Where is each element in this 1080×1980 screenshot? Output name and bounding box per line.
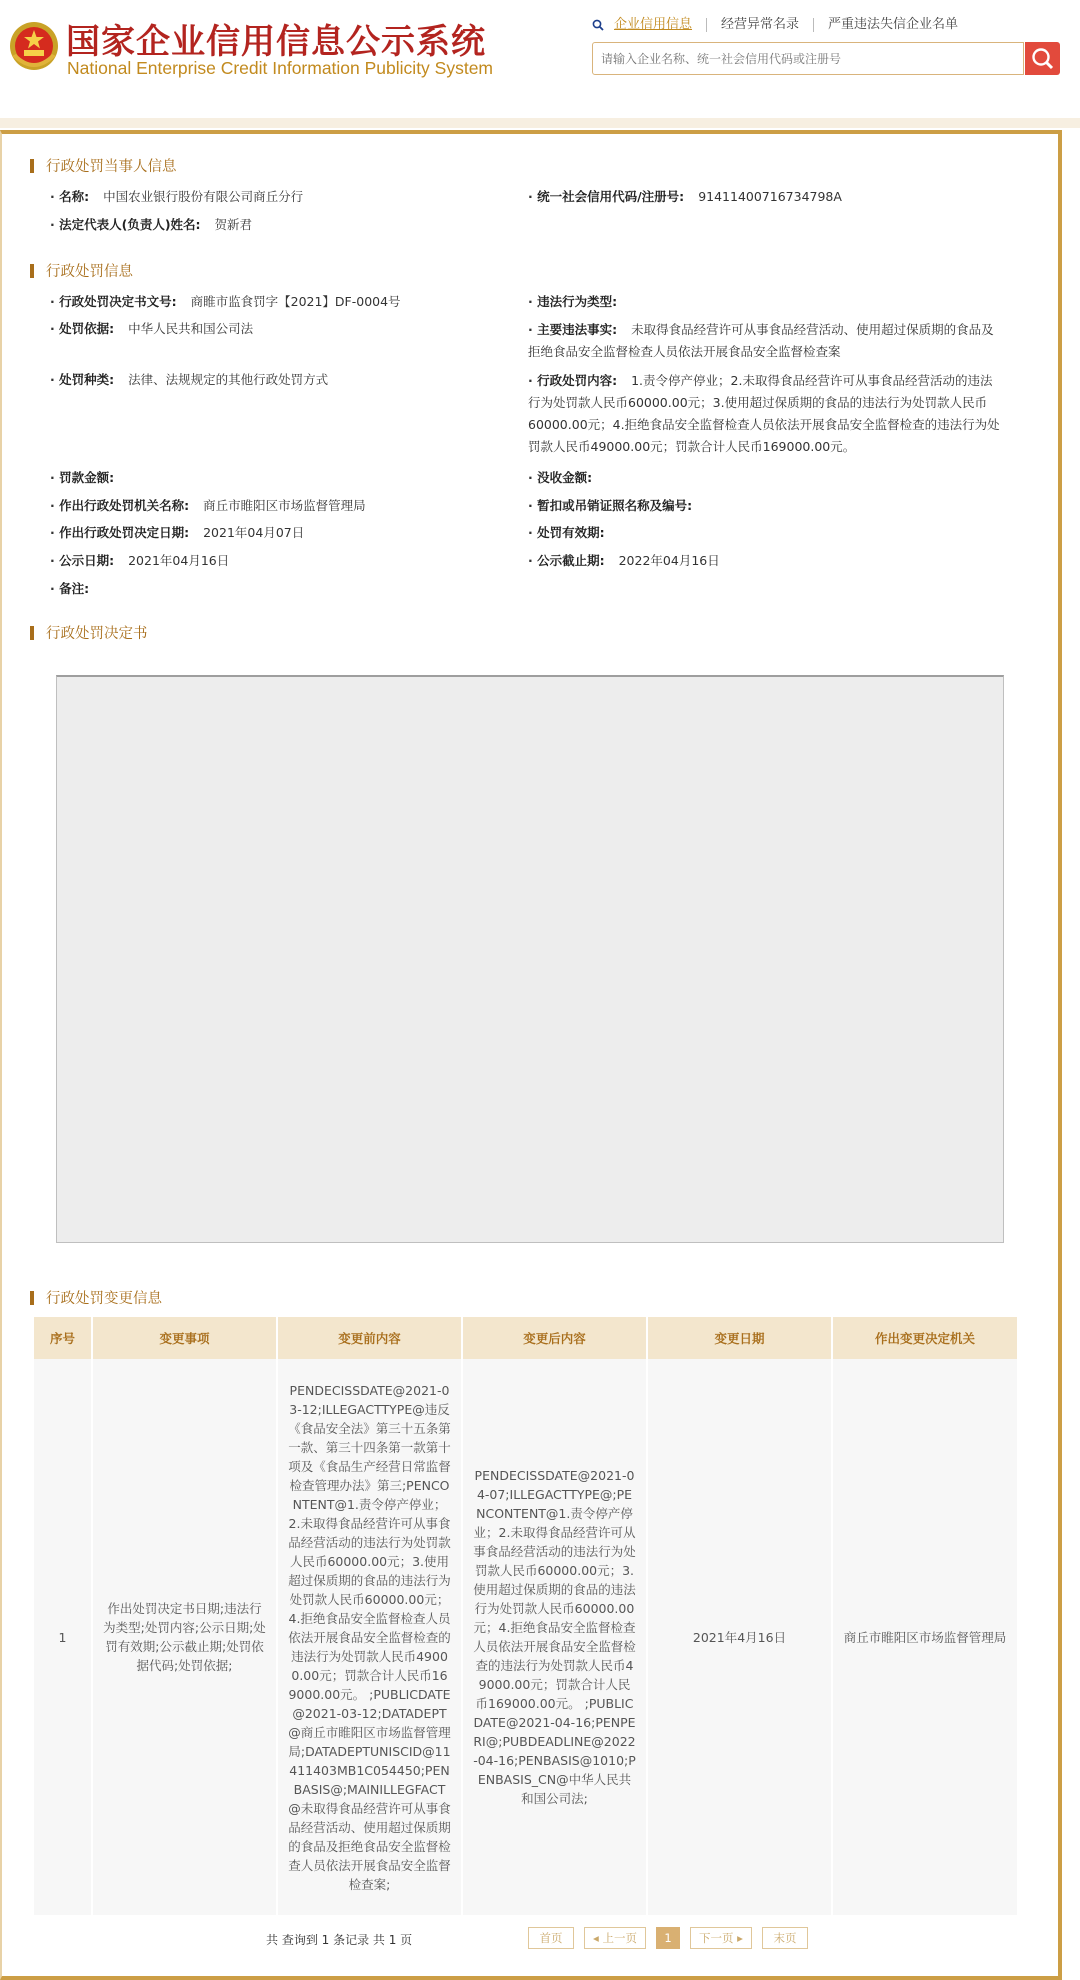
col-header-after: 变更后内容 [462,1317,647,1359]
field-decision-no-value: 商睢市监食罚字【2021】DF-0004号 [190,294,401,309]
field-decision-date: · 作出行政处罚决定日期: 2021年04月07日 [50,525,305,540]
cell-before: PENDECISSDATE@2021-03-12;ILLEGACTTYPE@违反《食品安全法》第三十五条第一款、第三十四条第一款第十项及《食品生产经营日常监督检查管理办法》第三;PENCONTENT@1.责令停产停业；2.未取得食品经营许可从事食品经营活动的违法行为处罚款人民币60000.00元；3.使用超过保质期的食品的违法行为处罚款人民币60000.00元；4.拒绝食品安全监督检查人员依法开展食品安全监督检查的违法行为处罚款人民币49000.00元；罚款合计人民币169000.00元。 ;PUBLICDATE@2021-03-12;DATADEPT@商丘市睢阳区市场监督管理局;DATADEPTUNISCID@11411403MB1C054450;PENBASIS@;MAINILLEGFACT@未取得食品经营许可从事食品经营活动、使用超过保质期的食品及拒绝食品安全监督检查人员依法开展食品安全监督检查案; [277,1359,462,1915]
field-credit-code: · 统一社会信用代码/注册号: 91411400716734798A [528,189,842,204]
site-title-cn[interactable]: 国家企业信用信息公示系统 [66,22,486,62]
field-fine-amount-label: 罚款金额: [59,470,115,485]
field-license-suspension: · 暂扣或吊销证照名称及编号: [528,498,693,513]
cell-item: 作出处罚决定书日期;违法行为类型;处罚内容;公示日期;处罚有效期;公示截止期;处罚依据代码;处罚依据; [92,1359,277,1915]
field-main-facts-value: 未取得食品经营许可从事食品经营活动、使用超过保质期的食品及拒绝食品安全监督检查人员依法开展食品安全监督检查案 [528,322,994,359]
col-header-authority: 作出变更决定机关 [832,1317,1018,1359]
field-decision-date-value: 2021年04月07日 [203,525,305,540]
field-remark-label: 备注: [59,581,90,596]
search-input[interactable] [593,43,1023,74]
field-basis-value: 中华人民共和国公司法 [128,321,254,336]
field-violation-type: · 违法行为类型: [528,294,618,309]
field-authority-value: 商丘市睢阳区市场监督管理局 [203,498,366,513]
field-license-suspension-label: 暂扣或吊销证照名称及编号: [537,498,693,513]
field-name-value: 中国农业银行股份有限公司商丘分行 [103,189,304,204]
search-icon [592,19,604,31]
col-header-before: 变更前内容 [277,1317,462,1359]
site-header [0,0,1080,118]
field-basis-label: 处罚依据: [59,321,115,336]
search-box [592,42,1024,75]
field-publish-end-date-label: 公示截止期: [537,553,605,568]
field-main-facts: · 主要违法事实: 未取得食品经营许可从事食品经营活动、使用超过保质期的食品及拒绝食品安全监督检查人员依法开展食品安全监督检查案 [528,322,994,359]
field-credit-code-value: 91411400716734798A [698,189,842,204]
page-1-button[interactable]: 1 [656,1927,680,1949]
last-page-button[interactable]: 末页 [762,1927,808,1949]
field-penalty-content-label: 行政处罚内容: [537,373,618,388]
col-header-no: 序号 [34,1317,92,1359]
section-party-title: 行政处罚当事人信息 [30,155,177,176]
top-nav-links [592,18,972,32]
search-button[interactable] [1025,42,1060,75]
pagination [528,1927,808,1949]
field-name: · 名称: 中国农业银行股份有限公司商丘分行 [50,189,304,204]
col-header-date: 变更日期 [647,1317,832,1359]
link-dishonest-list[interactable]: 严重违法失信企业名单 [828,17,959,32]
field-publish-end-date: · 公示截止期: 2022年04月16日 [528,553,720,568]
field-confiscation-amount-label: 没收金额: [537,470,593,485]
decision-document-viewer[interactable] [56,675,1004,1243]
prev-page-button[interactable]: ◂ 上一页 [584,1927,646,1949]
field-penalty-kind: · 处罚种类: 法律、法规规定的其他行政处罚方式 [50,372,329,387]
field-penalty-kind-value: 法律、法规规定的其他行政处罚方式 [128,372,329,387]
field-remark: · 备注: [50,581,90,596]
field-violation-type-label: 违法行为类型: [537,294,618,309]
field-publish-end-date-value: 2022年04月16日 [618,553,720,568]
field-basis: · 处罚依据: 中华人民共和国公司法 [50,321,254,336]
site-title-en[interactable]: National Enterprise Credit Information Publicity System [67,58,494,78]
field-legal-rep: · 法定代表人(负责人)姓名: 贺新君 [50,217,253,232]
cell-after: PENDECISSDATE@2021-04-07;ILLEGACTTYPE@;PENCONTENT@1.责令停产停业；2.未取得食品经营许可从事食品经营活动的违法行为处罚款人民币60000.00元；3.使用超过保质期的食品的违法行为处罚款人民币60000.00元；4.拒绝食品安全监督检查人员依法开展食品安全监督检查的违法行为处罚款人民币49000.00元；罚款合计人民币169000.00元。 ;PUBLICDATE@2021-04-16;PENPERI@;PUBDEADLINE@2022-04-16;PENBASIS@1010;PENBASIS_CN@中华人民共和国公司法; [462,1359,647,1915]
field-fine-amount: · 罚款金额: [50,470,115,485]
field-legal-rep-label: 法定代表人(负责人)姓名: [59,217,201,232]
link-enterprise-credit[interactable]: 企业信用信息 [606,18,707,32]
record-summary: 共 查询到 1 条记录 共 1 页 [266,1933,413,1947]
section-changes-title: 行政处罚变更信息 [30,1287,162,1308]
cell-no: 1 [34,1359,92,1915]
changes-table [34,1317,1019,1915]
cell-date: 2021年4月16日 [647,1359,832,1915]
field-validity-label: 处罚有效期: [537,525,605,540]
field-decision-no: · 行政处罚决定书文号: 商睢市监食罚字【2021】DF-0004号 [50,294,401,309]
national-emblem-icon [6,16,62,78]
search-icon [1025,42,1060,75]
col-header-item: 变更事项 [92,1317,277,1359]
field-validity: · 处罚有效期: [528,525,605,540]
field-publish-date-value: 2021年04月16日 [128,553,230,568]
field-decision-no-label: 行政处罚决定书文号: [59,294,177,309]
field-decision-date-label: 作出行政处罚决定日期: [59,525,190,540]
field-authority-label: 作出行政处罚机关名称: [59,498,190,513]
cell-authority: 商丘市睢阳区市场监督管理局 [832,1359,1018,1915]
field-penalty-content-value: 1.责令停产停业；2.未取得食品经营许可从事食品经营活动的违法行为处罚款人民币60000.00元；3.使用超过保质期的食品的违法行为处罚款人民币60000.00元；4.拒绝食品安全监督检查人员依法开展食品安全监督检查的违法行为处罚款人民币49000.00元；罚款合计人民币169000.00元。 [528,373,1000,454]
link-abnormal-list[interactable]: 经营异常名录 [707,18,814,32]
section-document-title: 行政处罚决定书 [30,622,148,643]
next-page-button[interactable]: 下一页 ▸ [690,1927,752,1949]
header-divider [0,118,1080,128]
first-page-button[interactable]: 首页 [528,1927,574,1949]
field-confiscation-amount: · 没收金额: [528,470,593,485]
field-name-label: 名称: [59,189,90,204]
field-authority: · 作出行政处罚机关名称: 商丘市睢阳区市场监督管理局 [50,498,366,513]
field-legal-rep-value: 贺新君 [214,217,253,232]
field-penalty-content: · 行政处罚内容: 1.责令停产停业；2.未取得食品经营许可从事食品经营活动的违法行为处罚款人民币60000.00元；3.使用超过保质期的食品的违法行为处罚款人民币60000.00元；4.拒绝食品安全监督检查人员依法开展食品安全监督检查的违法行为处罚款人民币49000.00元；罚款合计人民币169000.00元。 [528,373,1000,454]
field-main-facts-label: 主要违法事实: [537,322,618,337]
field-credit-code-label: 统一社会信用代码/注册号: [537,189,685,204]
table-row [34,1359,1018,1915]
table-header-row [34,1317,1018,1359]
section-penalty-title: 行政处罚信息 [30,260,133,281]
field-publish-date-label: 公示日期: [59,553,115,568]
field-publish-date: · 公示日期: 2021年04月16日 [50,553,230,568]
field-penalty-kind-label: 处罚种类: [59,372,115,387]
